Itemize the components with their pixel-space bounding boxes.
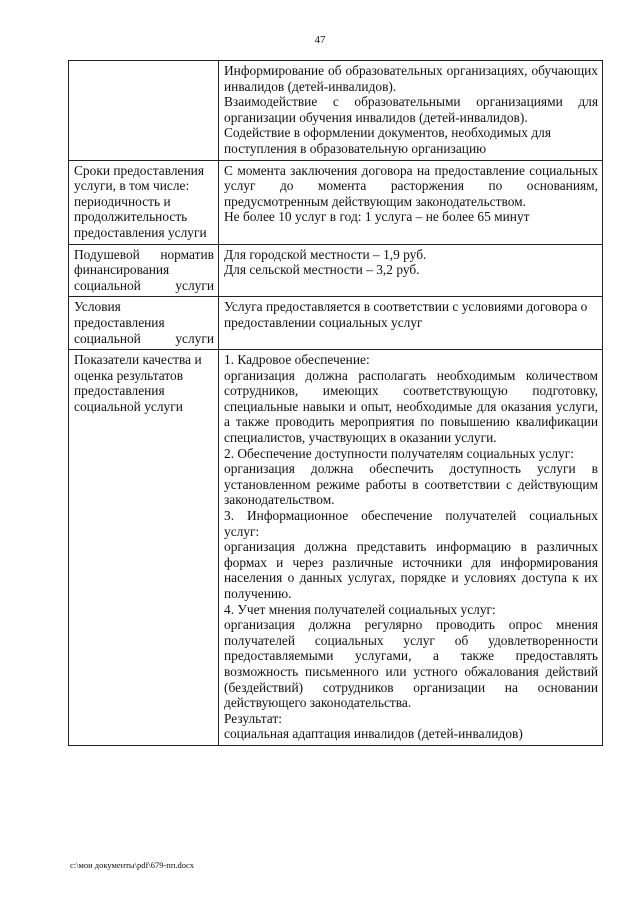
paragraph: Содействие в оформлении документов, необходимых для поступления в образовательную организацию: [224, 125, 551, 156]
table-row: [69, 350, 603, 746]
paragraph: организация должна представить информацию в различных формах и через различные источники для информирования населения о данных услугах, порядке и условиях доступа к их получению.: [224, 539, 598, 601]
paragraph: 4. Учет мнения получателей социальных услуг:: [224, 601, 496, 617]
paragraph: Для городской местности – 1,9 руб.: [224, 246, 427, 262]
row-content: [219, 160, 603, 244]
service-table: [68, 60, 603, 746]
table-row: [69, 297, 603, 350]
row-content: [219, 350, 603, 746]
row-label-terms: Сроки предоставления услуги, в том числе: периодичность и продолжительность предоставления услуги: [69, 160, 219, 244]
row-label: [69, 61, 219, 161]
paragraph: 2. Обеспечение доступности получателям социальных услуг:: [224, 445, 574, 461]
footer-file-path: c:\мои документы\pdf\679-пп.docx: [70, 860, 195, 870]
row-content: [219, 244, 603, 297]
paragraph: Для сельской местности – 3,2 руб.: [224, 262, 420, 278]
paragraph: организация должна располагать необходимым количеством сотрудников, имеющих соответствующую подготовку, специальные навыки и опыт, необходимые для оказания услуги, а также проводить мероприятия по повышению квалификации специалистов, участвующих в оказании услуги.: [224, 367, 598, 446]
row-content: [219, 297, 603, 350]
paragraph: организация должна обеспечить доступность услуги в установленном режиме работы в соответствии с действующим законодательством.: [224, 461, 598, 508]
row-label-financing: Подушевой норматив финансирования социальной услуги: [69, 244, 219, 297]
table-row: [69, 61, 603, 161]
paragraph: социальная адаптация инвалидов (детей-инвалидов): [224, 726, 523, 742]
paragraph: Информирование об образовательных организациях, обучающих инвалидов (детей-инвалидов).: [224, 63, 598, 94]
paragraph: Услуга предоставляется в соответствии с условиями договора о предоставлении социальных услуг: [224, 299, 588, 330]
page-number: 47: [314, 34, 326, 46]
paragraph: 3. Информационное обеспечение получателей социальных услуг:: [224, 508, 598, 539]
paragraph: С момента заключения договора на предоставление социальных услуг до момента расторжения по основаниям, предусмотренным действующим законодательством.: [224, 162, 598, 209]
paragraph: Взаимодействие с образовательными организациями для организации обучения инвалидов (детей-инвалидов).: [224, 94, 598, 125]
paragraph: 1. Кадровое обеспечение:: [224, 352, 370, 368]
paragraph: организация должна регулярно проводить опрос мнения получателей социальных услуг об удовлетворенности предоставляемыми услугами, а также предоставлять возможность письменного или устного обжалования действий (бездействий) сотрудников организации на основании действующего законодательства.: [224, 617, 598, 711]
paragraph: Результат:: [224, 710, 282, 726]
table-row: [69, 244, 603, 297]
table-row: [69, 160, 603, 244]
row-label-conditions: Условия предоставления социальной услуги: [69, 297, 219, 350]
paragraph: Не более 10 услуг в год: 1 услуга – не более 65 минут: [224, 209, 530, 225]
row-content: [219, 61, 603, 161]
row-label-quality: Показатели качества и оценка результатов предоставления социальной услуги: [69, 350, 219, 746]
